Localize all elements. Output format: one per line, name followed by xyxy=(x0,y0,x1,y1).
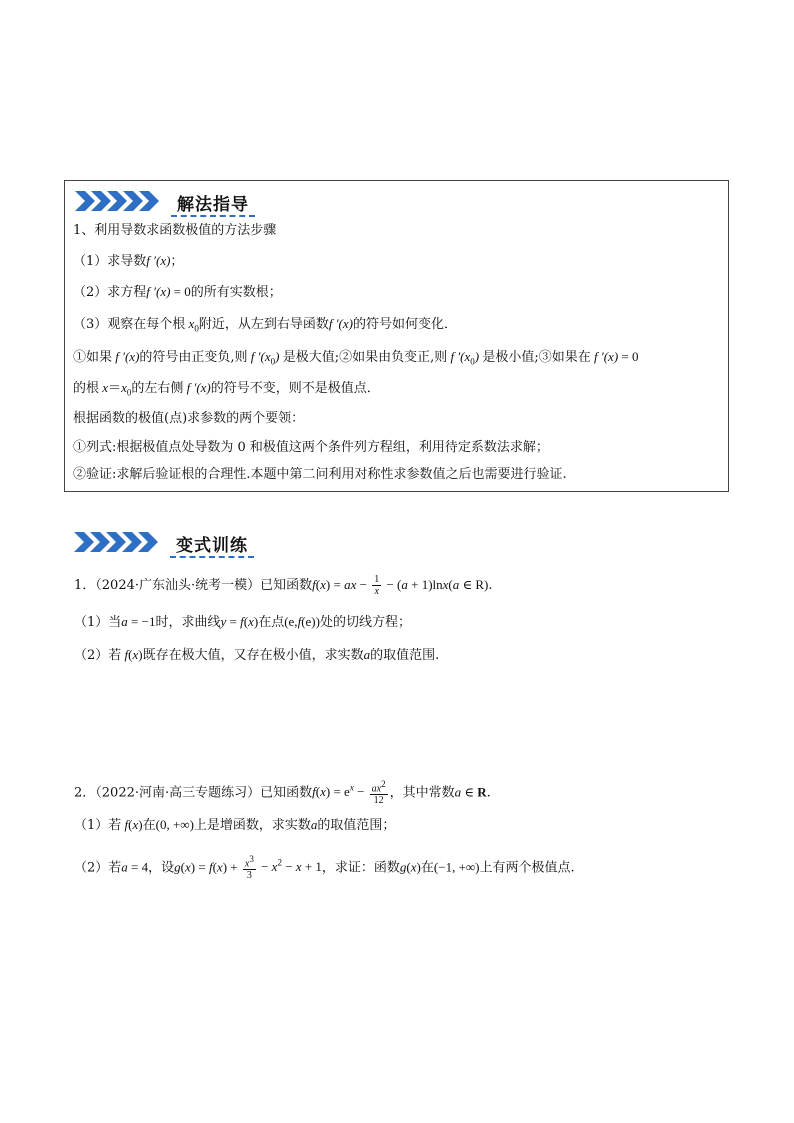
chevron-arrows-icon xyxy=(74,530,170,554)
guide-step-1: （1）求导数f ′(x)； xyxy=(73,253,184,269)
practice-title: 变式训练 xyxy=(176,536,248,556)
practice-title-underline xyxy=(170,556,254,558)
problem-2-part-1: （1）若 f(x)在(0, +∞)上是增函数，求实数a的取值范围； xyxy=(74,817,396,833)
guide-point-1: ①列式:根据极值点处导数为 0 和极值这两个条件列方程组，利用待定系数法求解； xyxy=(73,440,549,455)
guide-title: 解法指导 xyxy=(177,195,249,215)
guide-param-heading: 根据函数的极值(点)求参数的两个要领： xyxy=(73,411,305,426)
guide-point-2: ②验证:求解后验证根的合理性.本题中第二问利用对称性求参数值之后也需要进行验证. xyxy=(73,467,567,482)
guide-rule-line-2: 的根 $x=x_0$的左右侧 f ′(x)的符号不变，则不是极值点． xyxy=(73,380,380,398)
chevron-arrows-icon xyxy=(75,189,171,213)
problem-2-part-2: （2）若a = 4，设g(x) = f(x) + $\frac{x^3}{3}$ − $x^2 - x + 1$，求证：函数g(x)在(−1, +∞)上有两个极值点. xyxy=(74,854,575,882)
problem-2-stem: 2．（2022·河南·高三专题练习）已知函数$f(x) = e^x$ − $\frac{ax^2}{12}$ ，其中常数a ∈ R. xyxy=(74,779,491,807)
guide-rule-line-1: ①如果 f ′(x)的符号由正变负,则 f $'(x_0)$ 是极大值;②如果由负变正,则 f $'(x_0)$ 是极小值;③如果在 f ′(x) = 0 xyxy=(73,349,639,367)
problem-1-stem: 1．（2024·广东汕头·统考一模）已知函数f(x) = ax − $\frac{1}{x}$ − (a + 1)lnx(a ∈ R). xyxy=(74,574,493,597)
practice-header xyxy=(74,530,274,556)
guide-header xyxy=(75,189,275,215)
problem-1-part-2: （2）若 f(x)既存在极大值，又存在极小值，求实数a的取值范围. xyxy=(74,647,440,663)
guide-step-3: （3）观察在每个根 $x_0$附近，从左到右导函数f ′(x)的符号如何变化． xyxy=(73,316,457,334)
guide-title-underline xyxy=(171,215,255,217)
guide-heading: 1、利用导数求函数极值的方法步骤 xyxy=(73,223,277,238)
guide-step-2: （2）求方程f ′(x) = 0的所有实数根； xyxy=(73,284,282,300)
problem-1-part-1: （1）当a = −1时，求曲线y = f(x)在点(e,f(e))处的切线方程； xyxy=(74,614,411,630)
method-guide-box xyxy=(64,180,729,492)
